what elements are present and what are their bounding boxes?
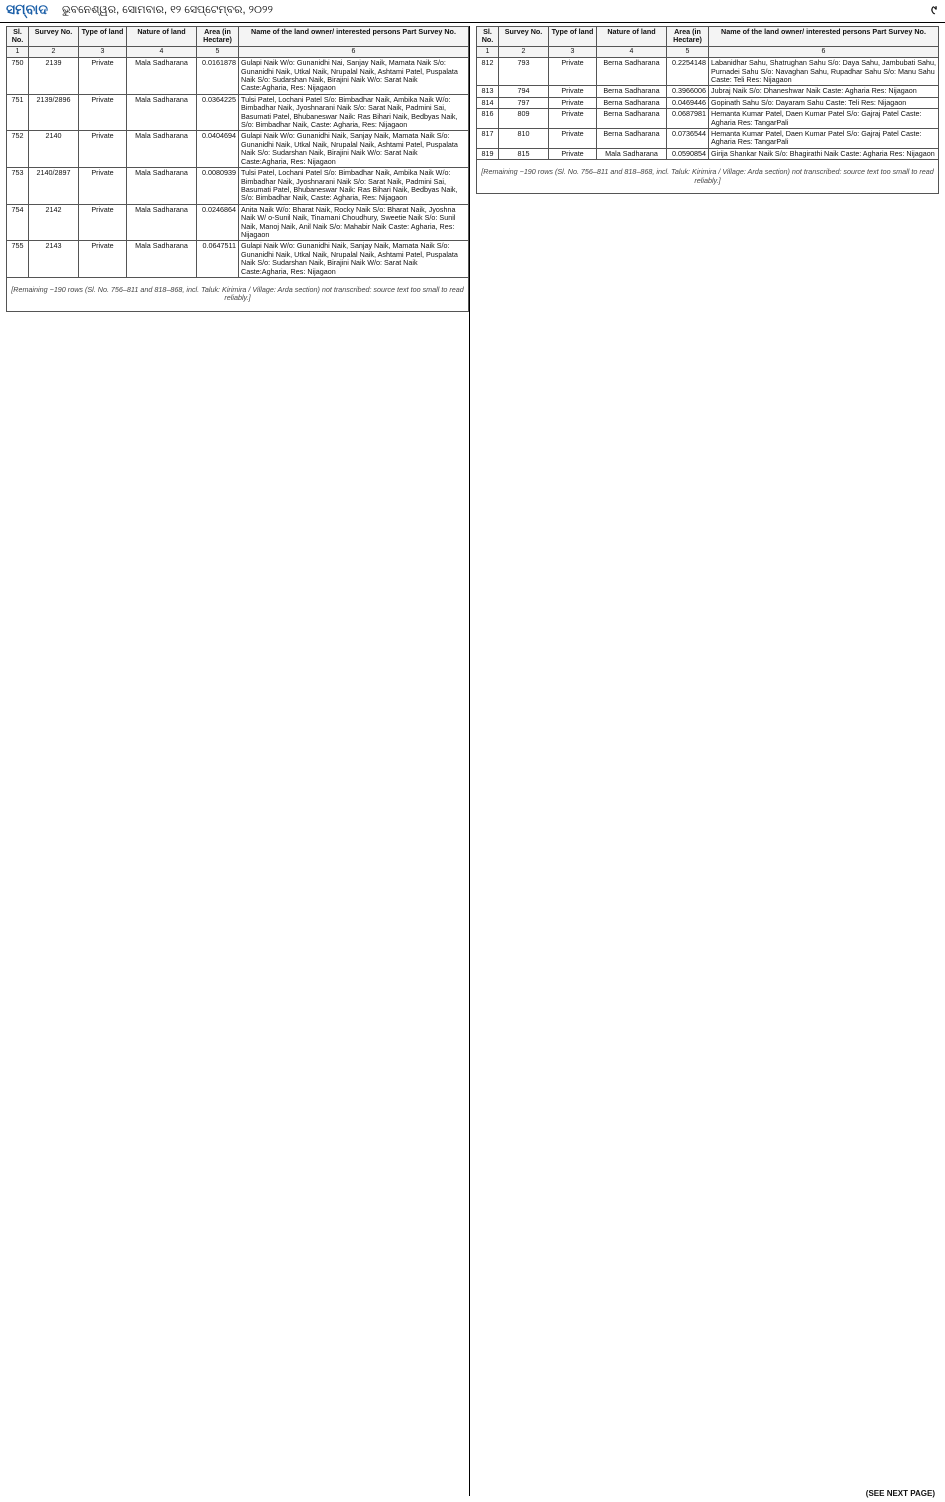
cell-owner: Hemanta Kumar Patel, Daen Kumar Patel S/o: Gajraj Patel Caste: Agharia Res: TangarPali [709, 109, 939, 129]
column-number: 4 [597, 46, 667, 57]
column-header: Survey No. [29, 27, 79, 47]
column-number: 5 [197, 46, 239, 57]
cell-sl: 755 [7, 241, 29, 278]
cell-owner: Girija Shankar Naik S/o: Bhagirathi Naik Caste: Agharia Res: Nijagaon [709, 148, 939, 159]
cell-type: Private [549, 86, 597, 97]
table-row [7, 204, 469, 241]
cell-survey: 2139 [29, 58, 79, 95]
table-row [477, 109, 939, 129]
cell-nature: Mala Sadharana [127, 94, 197, 131]
table-row [7, 94, 469, 131]
cell-area: 0.3966006 [667, 86, 709, 97]
column-header: Area (in Hectare) [667, 27, 709, 47]
column-divider [469, 26, 470, 1496]
cell-nature: Berna Sadharana [597, 86, 667, 97]
table-row [477, 86, 939, 97]
cell-nature: Berna Sadharana [597, 109, 667, 129]
cell-sl: 753 [7, 168, 29, 205]
cell-owner: Gulapi Naik W/o: Gunanidhi Nai, Sanjay Naik, Mamata Naik S/o: Gunanidhi Naik, Utkal Naik, Nrupalal Naik, Ashtami Patel, Puspalata Naik S/o: Sudarshan Naik, Birajini Naik W/o: Sarat Naik Caste:Agharia, Res: Nijagaon [239, 58, 469, 95]
cell-nature: Berna Sadharana [597, 129, 667, 149]
cell-owner: Gopinath Sahu S/o: Dayaram Sahu Caste: Teli Res: Nijagaon [709, 97, 939, 108]
column-number: 6 [239, 46, 469, 57]
cell-sl: 819 [477, 148, 499, 159]
cell-owner: Gulapi Naik W/o: Gunanidhi Naik, Sanjay Naik, Mamata Naik S/o: Gunanidhi Naik, Utkal Naik, Nrupalal Naik, Ashtami Patel, Puspalata Naik S/o: Sudarshan Naik, Birajini Naik W/o: Sarat Naik Caste:Agharia, Res: Nijagaon [239, 241, 469, 278]
cell-sl: 817 [477, 129, 499, 149]
cell-sl: 812 [477, 58, 499, 86]
column-number: 2 [499, 46, 549, 57]
cell-area: 0.2254148 [667, 58, 709, 86]
cell-type: Private [79, 131, 127, 168]
column-header: Type of land [79, 27, 127, 47]
cell-area: 0.0736544 [667, 129, 709, 149]
cell-survey: 797 [499, 97, 549, 108]
cell-survey: 810 [499, 129, 549, 149]
table-row [7, 58, 469, 95]
column-header: Sl. No. [7, 27, 29, 47]
cell-area: 0.0364225 [197, 94, 239, 131]
column-number: 5 [667, 46, 709, 57]
land-table-right [476, 26, 939, 194]
cell-owner: Tulsi Patel, Lochani Patel S/o: Bimbadhar Naik, Ambika Naik W/o: Bimbadhar Naik, Jyoshnarani Naik S/o: Sarat Naik, Padmini Sai, Basumati Patel, Bhubaneswar Naik: Ras Bihari Naik, Bedbyas Naik, S/o: Bimbadhar Naik, Caste: Agharia, Res: Nijagaon [239, 168, 469, 205]
column-number: 1 [477, 46, 499, 57]
cell-sl: 750 [7, 58, 29, 95]
newspaper-logo: ସମ୍ବାଦ [6, 2, 48, 18]
table-row [7, 241, 469, 278]
placeholder-note: [Remaining ~190 rows (Sl. No. 756–811 and 818–868, incl. Taluk: Kirimira / Village: Arda section) not transcribed: source text too small to read reliably.] [7, 277, 469, 311]
column-number: 3 [549, 46, 597, 57]
column-number: 6 [709, 46, 939, 57]
cell-sl: 751 [7, 94, 29, 131]
cell-owner: Tulsi Patel, Lochani Patel S/o: Bimbadhar Naik, Ambika Naik W/o: Bimbadhar Naik, Jyoshnarani Naik S/o: Sarat Naik, Padmini Sai, Basumati Patel, Bhubaneswar Naik: Ras Bihari Naik, Bedbyas Naik, S/o: Bimbadhar Naik, Caste: Agharia, Res: Nijagaon [239, 94, 469, 131]
cell-survey: 2140/2897 [29, 168, 79, 205]
column-header: Sl. No. [477, 27, 499, 47]
cell-survey: 815 [499, 148, 549, 159]
cell-survey: 809 [499, 109, 549, 129]
placeholder-row [477, 160, 939, 194]
cell-type: Private [79, 94, 127, 131]
cell-sl: 813 [477, 86, 499, 97]
cell-type: Private [549, 58, 597, 86]
placeholder-row [7, 277, 469, 311]
cell-nature: Mala Sadharana [127, 204, 197, 241]
cell-nature: Mala Sadharana [127, 131, 197, 168]
cell-owner: Labanidhar Sahu, Shatrughan Sahu S/o: Daya Sahu, Jambubati Sahu, Purnadei Sahu S/o: Navaghan Sahu, Rupadhar Sahu S/o: Manu Sahu Caste: Teli Res: Nijagaon [709, 58, 939, 86]
cell-type: Private [79, 241, 127, 278]
cell-area: 0.0647511 [197, 241, 239, 278]
table-header [7, 27, 469, 58]
table-row [477, 129, 939, 149]
column-header: Nature of land [127, 27, 197, 47]
cell-type: Private [79, 204, 127, 241]
cell-survey: 794 [499, 86, 549, 97]
continued-label: (SEE NEXT PAGE) [865, 1489, 935, 1498]
cell-nature: Mala Sadharana [127, 168, 197, 205]
cell-owner: Anita Naik W/o: Bharat Naik, Rocky Naik S/o: Bharat Naik, Jyoshna Naik W/ o-Sunil Naik, Tinamani Choudhury, Sweetie Naik S/o: Sunil Naik, Manoj Naik, Anil Naik S/o: Mahabir Naik Caste: Agharia, Res: Nijagaon [239, 204, 469, 241]
cell-area: 0.0469446 [667, 97, 709, 108]
cell-area: 0.0080939 [197, 168, 239, 205]
column-header: Type of land [549, 27, 597, 47]
left-column [6, 26, 469, 312]
cell-sl: 816 [477, 109, 499, 129]
cell-type: Private [79, 168, 127, 205]
cell-area: 0.0161878 [197, 58, 239, 95]
cell-area: 0.0246864 [197, 204, 239, 241]
cell-nature: Berna Sadharana [597, 58, 667, 86]
column-header: Area (in Hectare) [197, 27, 239, 47]
table-header [477, 27, 939, 58]
cell-owner: Hemanta Kumar Patel, Daen Kumar Patel S/o: Gajraj Patel Caste: Agharia Res: TangarPali [709, 129, 939, 149]
cell-owner: Gulapi Naik W/o: Gunanidhi Naik, Sanjay Naik, Mamata Naik S/o: Gunanidhi Naik, Utkal Naik, Nrupalal Naik, Ashtami Patel, Puspalata Naik S/o: Sudarshan Naik, Birajini Naik W/o: Sarat Naik Caste:Agharia, Res: Nijagaon [239, 131, 469, 168]
cell-survey: 2140 [29, 131, 79, 168]
table-row [477, 148, 939, 159]
column-header: Name of the land owner/ interested persons Part Survey No. [239, 27, 469, 47]
cell-nature: Mala Sadharana [127, 241, 197, 278]
cell-survey: 2143 [29, 241, 79, 278]
page-header [0, 0, 945, 23]
column-header: Survey No. [499, 27, 549, 47]
land-table-left [6, 26, 469, 312]
cell-type: Private [549, 129, 597, 149]
cell-sl: 814 [477, 97, 499, 108]
cell-sl: 754 [7, 204, 29, 241]
page-number: ୯ [931, 3, 937, 17]
cell-nature: Mala Sadharana [597, 148, 667, 159]
cell-type: Private [549, 97, 597, 108]
table-row [477, 97, 939, 108]
cell-sl: 752 [7, 131, 29, 168]
cell-area: 0.0590854 [667, 148, 709, 159]
column-number: 1 [7, 46, 29, 57]
cell-area: 0.0404694 [197, 131, 239, 168]
table-row [7, 131, 469, 168]
cell-survey: 2139/2896 [29, 94, 79, 131]
right-column [476, 26, 939, 194]
cell-owner: Jubraj Naik S/o: Dhaneshwar Naik Caste: Agharia Res: Nijagaon [709, 86, 939, 97]
cell-nature: Berna Sadharana [597, 97, 667, 108]
table-row [477, 58, 939, 86]
column-number: 4 [127, 46, 197, 57]
dateline: ଭୁବନେଶ୍ୱର, ସୋମବାର, ୧୨ ସେପ୍ଟେମ୍ବର, ୨୦୨୨ [62, 4, 273, 16]
cell-type: Private [549, 148, 597, 159]
column-number: 2 [29, 46, 79, 57]
cell-survey: 2142 [29, 204, 79, 241]
cell-type: Private [549, 109, 597, 129]
table-row [7, 168, 469, 205]
placeholder-note: [Remaining ~190 rows (Sl. No. 756–811 and 818–868, incl. Taluk: Kirimira / Village: Arda section) not transcribed: source text too small to read reliably.] [477, 160, 939, 194]
cell-survey: 793 [499, 58, 549, 86]
cell-nature: Mala Sadharana [127, 58, 197, 95]
column-header: Name of the land owner/ interested persons Part Survey No. [709, 27, 939, 47]
column-number: 3 [79, 46, 127, 57]
column-header: Nature of land [597, 27, 667, 47]
cell-type: Private [79, 58, 127, 95]
cell-area: 0.0687981 [667, 109, 709, 129]
